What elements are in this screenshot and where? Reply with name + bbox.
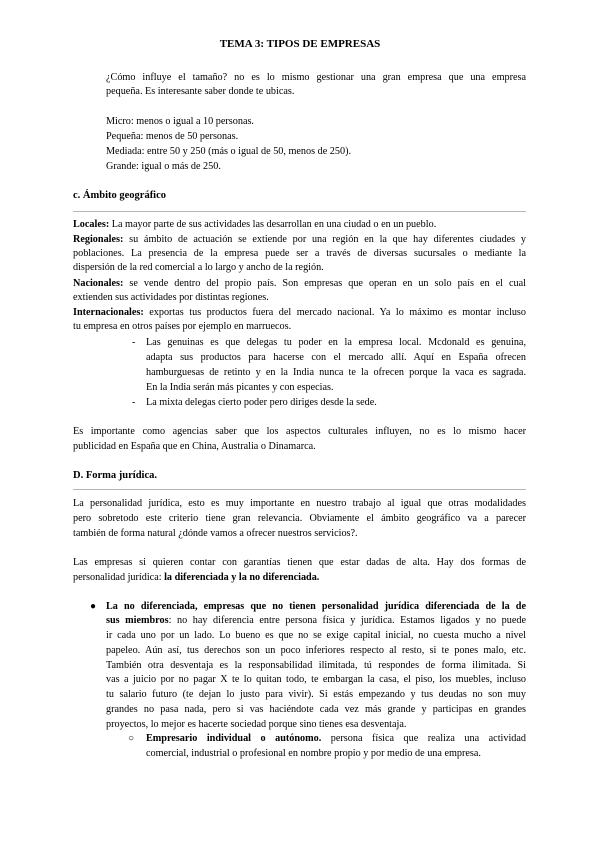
sub-bullet-line-1-rest: persona física que realiza una actividad: [321, 733, 526, 744]
bullet-line-4: papeleo. Aún así, tus derechos son un poco inferiores respecto al resto, si te pones malo, etc.: [106, 645, 526, 656]
internacionales-text-1: exportas tus productos fuera del mercado nacional. Ya lo máximo es montar incluso: [143, 307, 526, 318]
bullet-line-2: [106, 615, 526, 627]
bullet-line-6: vas a juicio por no pagar X te lo quitan todo, te embargan la casa, el piso, los muebles, incluso: [106, 674, 526, 685]
cultural-line-1: Es importante como agencias saber que los aspectos culturales influyen, no es lo mismo hacer: [73, 426, 526, 437]
regionales-term: Regionales:: [73, 234, 124, 245]
dash-marker: -: [132, 337, 136, 348]
d-para2-bold: la diferenciada y la no diferenciada.: [164, 572, 320, 583]
internacionales-line-1: [73, 307, 526, 319]
bullet-line-5: También otra desventaja es la responsabilidad ilimitada, tú respondes de forma ilimitada. Si: [106, 660, 526, 671]
bullet-bold-2: sus miembros: [106, 615, 169, 626]
d-para1-line-3: también de forma natural ¿dónde vamos a ofrecer nuestros servicios?.: [73, 528, 358, 539]
page-title: TEMA 3: TIPOS DE EMPRESAS: [219, 38, 381, 50]
sub-bullet-bold: Empresario individual o autónomo.: [146, 733, 322, 744]
bullet-line-3: ir cada uno por un lado. Lo bueno es que no se exige capital inicial, no cuesta mucho a nivel: [106, 630, 526, 641]
size-pequena: Pequeña: menos de 50 personas.: [106, 131, 239, 142]
bullet-line-7: tu salario futuro (te dejan lo justo para vivir). Si estás empezando y tus deudas no son muy: [106, 689, 526, 700]
dash-item-1-line-4: En la India serán más picantes y con especias.: [146, 382, 334, 393]
regionales-text-1: su ámbito de actuación se extiende por una región en la que hay diferentes ciudades y: [123, 234, 526, 245]
locales-line: [73, 219, 436, 231]
section-c-rule: [73, 211, 526, 212]
size-mediana: Mediada: entre 50 y 250 (más o igual de 50, menos de 250).: [106, 146, 352, 157]
bullet-line-8: grandes no pasa nada, pero si vas haciéndote cada vez más grande y participas en grandes: [106, 704, 526, 715]
locales-text: La mayor parte de sus actividades las desarrollan en una ciudad o en un pueblo.: [109, 219, 437, 230]
intro-line-2: pequeña. Es interesante saber donde te ubicas.: [106, 86, 295, 97]
nacionales-text-1: se vende dentro del propio país. Son empresas que operan en un solo país en el cual: [123, 278, 526, 289]
bullet-marker: ●: [90, 601, 97, 612]
nacionales-term: Nacionales:: [73, 278, 124, 289]
bullet-line-9: proyectos, lo mejor es hacerte sociedad porque sino tienes esa desventaja.: [106, 719, 407, 730]
regionales-line-3: dispersión de la red comercial a lo largo y ancho de la región.: [73, 262, 324, 273]
sub-bullet-line-2: comercial, industrial o profesional en nombre propio y por medio de una empresa.: [146, 748, 481, 759]
dash-marker: -: [132, 397, 136, 408]
bullet-line-2-rest: : no hay diferencia entre persona física y jurídica. Estamos ligados y no puede: [168, 615, 526, 626]
nacionales-line-1: [73, 278, 526, 290]
intro-line-1: ¿Cómo influye el tamaño? no es lo mismo gestionar una gran empresa que una empresa: [106, 72, 526, 83]
size-micro: Micro: menos o igual a 10 personas.: [106, 116, 254, 127]
nacionales-line-2: extienden sus actividades por distintas regiones.: [73, 292, 269, 303]
dash-item-1-line-3: hamburguesas de retinto y en la India nunca te la ofrecen porque la vaca es sagrada.: [146, 367, 526, 378]
d-para2-line-2: [73, 572, 319, 584]
regionales-line-1: [73, 234, 526, 246]
sub-bullet-marker: ○: [128, 733, 135, 744]
dash-item-1-line-2: adapta sus productos para hacerse con el mercado allí. Aquí en España ofrecen: [146, 352, 526, 363]
d-para1-line-2: pero sobretodo este criterio tiene gran relevancia. Obviamente el ámbito geográfico va a parecer: [73, 513, 526, 524]
internacionales-term: Internacionales:: [73, 307, 144, 318]
size-grande: Grande: igual o más de 250.: [106, 161, 221, 172]
d-para2-line-1: Las empresas si quieren contar con garantías tienen que estar dadas de alta. Hay dos formas de: [73, 557, 526, 568]
cultural-line-2: publicidad en España que en China, Australia o Dinamarca.: [73, 441, 316, 452]
section-d-heading: D. Forma jurídica.: [73, 470, 157, 481]
internacionales-line-2: tu empresa en otros países por ejemplo en marruecos.: [73, 321, 292, 332]
bullet-line-1: [106, 601, 526, 613]
sub-bullet-line-1: [146, 733, 526, 745]
d-para1-line-1: La personalidad jurídica, esto es muy importante en nuestro trabajo al igual que otras modalidades: [73, 498, 526, 509]
section-d-rule: [73, 489, 526, 490]
section-c-heading: c. Ámbito geográfico: [73, 190, 167, 201]
bullet-bold-1: La no diferenciada, empresas que no tienen personalidad jurídica diferenciada de la de: [106, 601, 526, 612]
dash-item-1-line-1: Las genuinas es que delegas tu poder en la empresa local. Mcdonald es genuina,: [146, 337, 526, 348]
dash-item-2-line-1: La mixta delegas cierto poder pero diriges desde la sede.: [146, 397, 377, 408]
regionales-line-2: poblaciones. La presencia de la empresa puede ser a través de diversas sucursales o mediante la: [73, 248, 526, 259]
locales-term: Locales:: [73, 219, 110, 230]
d-para2-plain: personalidad jurídica:: [73, 572, 165, 583]
